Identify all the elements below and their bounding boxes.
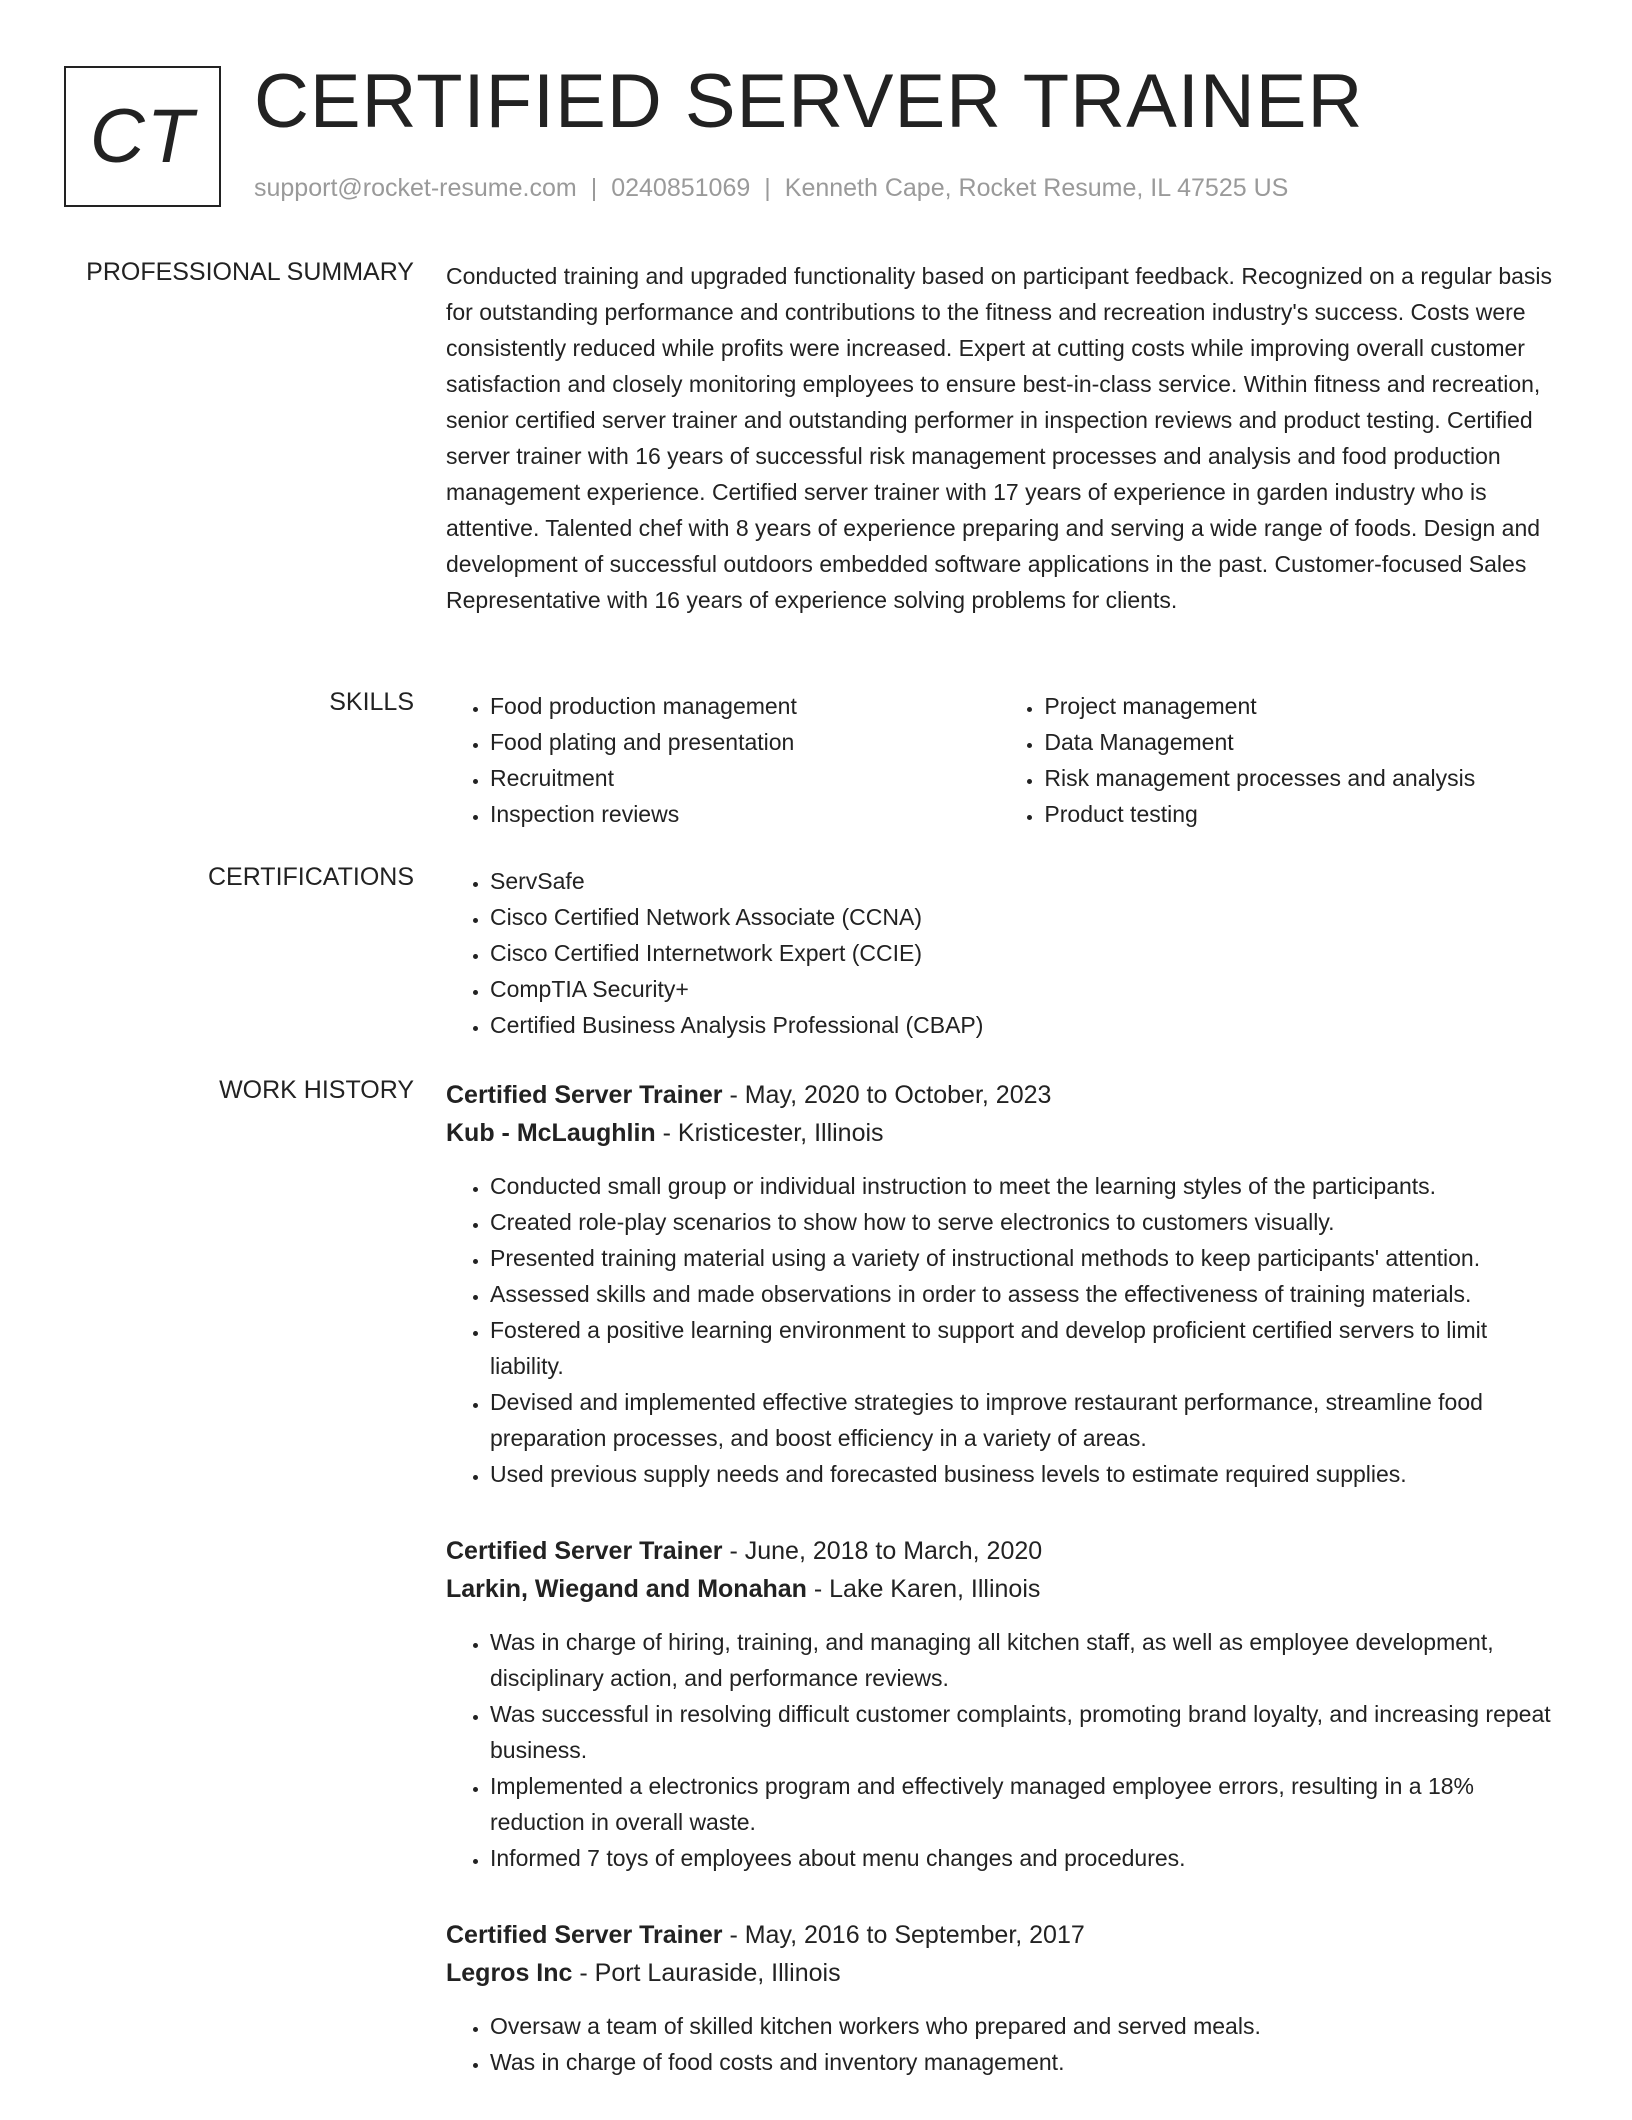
- job-dates: - May, 2020 to October, 2023: [722, 1081, 1052, 1109]
- job-duty-item: • Informed 7 toys of employees about menu changes and procedures.: [490, 1840, 1566, 1876]
- job-location: - Kristicester, Illinois: [655, 1119, 884, 1147]
- contact-line: [254, 174, 1288, 203]
- job-duty-item: • Was successful in resolving difficult customer complaints, promoting brand loyalty, and increasing repeat business.: [490, 1696, 1566, 1768]
- job-entry: [446, 1076, 1566, 1492]
- certification-item: • Certified Business Analysis Professional (CBAP): [490, 1007, 1566, 1043]
- job-company: Legros Inc: [446, 1959, 573, 1987]
- summary-text: Conducted training and upgraded functionality based on participant feedback. Recognized on a regular basis for outstanding performance and contributions to the fitness and recreation industry's success. Costs were consistently reduced while profits were increased. Expert at cutting costs while improving overall customer satisfaction and closely monitoring employees to ensure best-in-class service. Within fitness and recreation, senior certified server trainer and outstanding performer in inspection reviews and product testing. Certified server trainer with 16 years of successful risk management processes and analysis and food production management experience. Certified server trainer with 17 years of experience in garden industry who is attentive. Talented chef with 8 years of experience preparing and serving a wide range of foods. Design and development of successful outdoors embedded software applications in the past. Customer-focused Sales Representative with 16 years of experience solving problems for clients.: [446, 263, 1553, 613]
- job-location: - Lake Karen, Illinois: [806, 1575, 1041, 1603]
- job-duty-item: • Conducted small group or individual instruction to meet the learning styles of the participants.: [490, 1168, 1566, 1204]
- skill-item: • Inspection reviews: [490, 796, 1000, 832]
- job-duty-item: • Implemented a electronics program and effectively managed employee errors, resulting in a 18% reduction in overall waste.: [490, 1768, 1566, 1840]
- skill-item: • Food plating and presentation: [490, 724, 1000, 760]
- job-duty-item: • Used previous supply needs and forecasted business levels to estimate required supplies.: [490, 1456, 1566, 1492]
- job-title: Certified Server Trainer: [446, 1537, 723, 1565]
- skill-item: • Data Management: [1044, 724, 1566, 760]
- job-company: Larkin, Wiegand and Monahan: [446, 1575, 807, 1603]
- job-dates: - June, 2018 to March, 2020: [722, 1537, 1043, 1565]
- job-employer: [446, 1114, 1566, 1152]
- contact-phone: 0240851069: [611, 174, 751, 202]
- skills-content: [446, 688, 1566, 832]
- job-entry: [446, 1532, 1566, 1876]
- job-heading: [446, 1532, 1566, 1570]
- skill-item: • Project management: [1044, 688, 1566, 724]
- skill-item: • Risk management processes and analysis: [1044, 760, 1566, 796]
- skills-label: SKILLS: [329, 688, 414, 716]
- skill-item: • Food production management: [490, 688, 1000, 724]
- job-duties-list: [446, 2008, 1566, 2080]
- summary-content: [446, 258, 1566, 618]
- job-entry: [446, 1916, 1566, 2080]
- work-history-content: [446, 1076, 1566, 2120]
- certifications-label: CERTIFICATIONS: [207, 863, 414, 891]
- skill-item: • Recruitment: [490, 760, 1000, 796]
- job-employer: [446, 1570, 1566, 1608]
- job-duties-list: [446, 1624, 1566, 1876]
- contact-email: support@rocket-resume.com: [254, 174, 577, 202]
- certifications-content: [446, 863, 1566, 1043]
- monogram-logo: CT: [64, 66, 221, 207]
- job-company: Kub - McLaughlin: [446, 1119, 656, 1147]
- certification-item: • CompTIA Security+: [490, 971, 1566, 1007]
- contact-address: Kenneth Cape, Rocket Resume, IL 47525 US: [784, 174, 1289, 202]
- job-heading: [446, 1916, 1566, 1954]
- job-heading: [446, 1076, 1566, 1114]
- job-title: Certified Server Trainer: [446, 1921, 723, 1949]
- job-title: Certified Server Trainer: [446, 1081, 723, 1109]
- work-history-label: WORK HISTORY: [219, 1076, 414, 1104]
- job-dates: - May, 2016 to September, 2017: [722, 1921, 1085, 1949]
- job-employer: [446, 1954, 1566, 1992]
- skills-right-list: [1000, 688, 1566, 832]
- certification-item: • Cisco Certified Network Associate (CCNA): [490, 899, 1566, 935]
- job-duty-item: • Presented training material using a variety of instructional methods to keep participants' attention.: [490, 1240, 1566, 1276]
- resume-title: CERTIFIED SERVER TRAINER: [254, 59, 1364, 144]
- job-duties-list: [446, 1168, 1566, 1492]
- certification-item: • Cisco Certified Internetwork Expert (CCIE): [490, 935, 1566, 971]
- skill-item: • Product testing: [1044, 796, 1566, 832]
- summary-label: PROFESSIONAL SUMMARY: [86, 258, 414, 286]
- job-duty-item: • Was in charge of hiring, training, and managing all kitchen staff, as well as employee development, disciplinary action, and performance reviews.: [490, 1624, 1566, 1696]
- job-duty-item: • Fostered a positive learning environment to support and develop proficient certified servers to limit liability.: [490, 1312, 1566, 1384]
- job-location: - Port Lauraside, Illinois: [572, 1959, 841, 1987]
- certifications-list: [446, 863, 1566, 1043]
- contact-separator: |: [590, 174, 598, 202]
- contact-separator: |: [764, 174, 771, 202]
- job-duty-item: • Was in charge of food costs and inventory management.: [490, 2044, 1566, 2080]
- job-duty-item: • Created role-play scenarios to show how to serve electronics to customers visually.: [490, 1204, 1566, 1240]
- skills-left-list: [446, 688, 1000, 832]
- job-duty-item: • Devised and implemented effective strategies to improve restaurant performance, streamline food preparation processes, and boost efficiency in a variety of areas.: [490, 1384, 1566, 1456]
- job-duty-item: • Assessed skills and made observations in order to assess the effectiveness of training materials.: [490, 1276, 1566, 1312]
- certification-item: • ServSafe: [490, 863, 1566, 899]
- job-duty-item: • Oversaw a team of skilled kitchen workers who prepared and served meals.: [490, 2008, 1566, 2044]
